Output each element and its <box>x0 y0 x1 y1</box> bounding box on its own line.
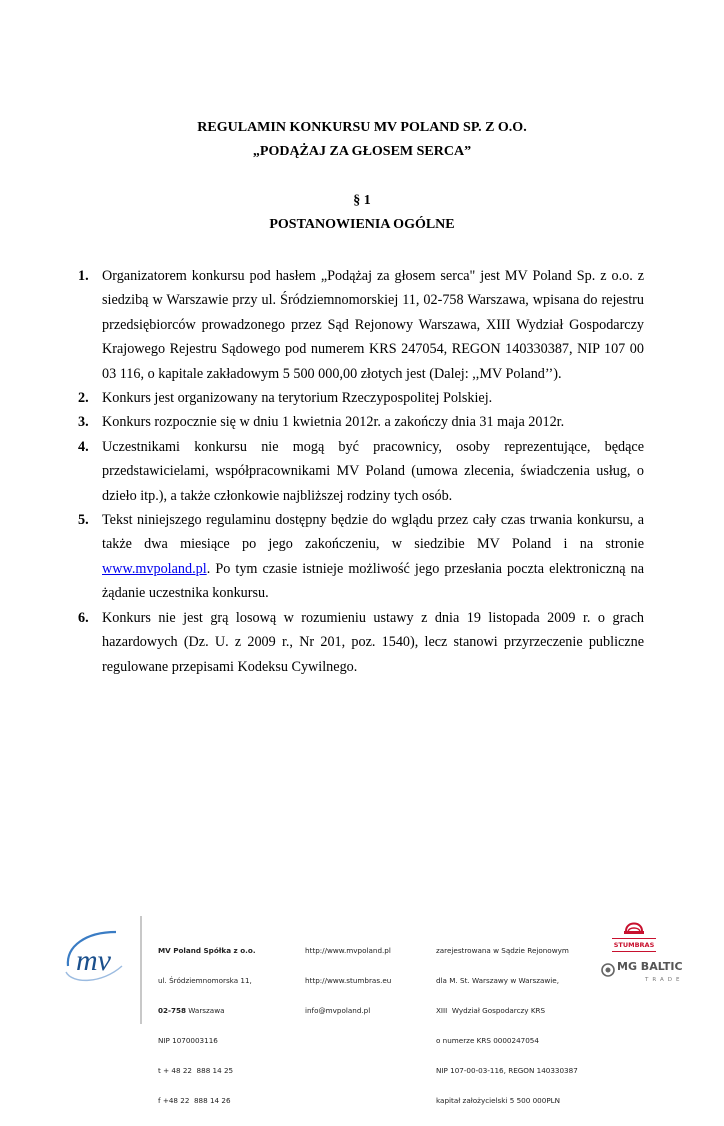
company-street: ul. Śródziemnomorska 11, <box>158 976 252 985</box>
mv-logo-text: mv <box>76 944 111 977</box>
website-stumbras[interactable]: http://www.stumbras.eu <box>305 976 392 985</box>
item-text: Organizatorem konkursu pod hasłem „Podążaj za głosem serca" jest MV Poland Sp. z o.o. z siedzibą w Warszawie przy ul. Śródziemnomorskiej 11, 02-758 Warszawa, wpisana do rejestru przedsiębiorców prowadzonego przez Sąd Rejonowy Warszawa, XIII Wydział Gospodarczy Krajowego Rejestru Sądowego pod numerem KRS 247054, REGON 140330387, NIP 107 00 03 116, o kapitale zakładowym 5 500 000,00 złotych jest (Dalej: ,,MV Poland’’). <box>102 268 644 382</box>
item-text: Konkurs rozpocznie się w dniu 1 kwietnia 2012r. a zakończy dnia 31 maja 2012r. <box>102 414 565 431</box>
registration-line: kapitał założycielski 5 500 000PLN <box>436 1096 561 1105</box>
item-text-before: Tekst niniejszego regulaminu dostępny będzie do wglądu przez cały czas trwania konkursu, a także dwa miesiące po jego zakończeniu, w siedzibie MV Poland i na stronie <box>102 512 644 553</box>
list-item <box>78 264 644 386</box>
item-text: Konkurs jest organizowany na terytorium Rzeczypospolitej Polskiej. <box>102 390 493 407</box>
registration-line: zarejestrowana w Sądzie Rejonowym <box>436 946 569 955</box>
item-text: Konkurs nie jest grą losową w rozumieniu ustawy z dnia 19 listopada 2009 r. o grach hazardowych (Dz. U. z 2009 r., Nr 201, poz. 1540), lecz stanowi przyrzeczenie publiczne regulowane przepisami Kodeksu Cywilnego. <box>102 609 644 675</box>
stumbras-logo-text: STUMBRAS <box>613 941 655 949</box>
item-number: 2. <box>78 390 89 407</box>
contest-name: „PODĄŻAJ ZA GŁOSEM SERCA” <box>252 144 472 159</box>
company-fax: f +48 22 888 14 26 <box>158 1096 231 1105</box>
section-mark: § 1 <box>353 193 371 208</box>
list-item <box>78 606 644 679</box>
footer-contacts <box>305 926 391 1036</box>
registration-line: NIP 107-00-03-116, REGON 140330387 <box>436 1066 578 1075</box>
contact-email[interactable]: info@mvpoland.pl <box>305 1006 371 1015</box>
section-title: POSTANOWIENIA OGÓLNE <box>269 217 455 232</box>
item-number: 4. <box>78 438 89 455</box>
item-number: 5. <box>78 512 89 529</box>
letterhead-footer <box>0 912 724 1105</box>
mg-baltic-logo-subtext: TRADE <box>645 977 684 983</box>
list-item <box>78 435 644 508</box>
item-text: Uczestnikami konkursu nie mogą być pracownicy, osoby reprezentujące, będące przedstawicielami, współpracownikami MV Poland (umowa zlecenia, świadczenia usług, o dzieło itp.), a także członkowie najbliższej rodziny tych osób. <box>102 438 644 504</box>
registration-line: XIII Wydział Gospodarczy KRS <box>436 1006 546 1015</box>
document-title: REGULAMIN KONKURSU MV POLAND SP. Z O.O. <box>197 120 527 135</box>
company-name: MV Poland Spółka z o.o. <box>158 946 256 955</box>
footer-divider <box>140 916 142 1024</box>
company-nip: NIP 1070003116 <box>158 1036 218 1045</box>
website-link[interactable]: www.mvpoland.pl <box>102 560 207 577</box>
website-mvpoland[interactable]: http://www.mvpoland.pl <box>305 946 391 955</box>
item-text-after: . Po tym czasie istnieje możliwość jego przesłania poczta elektroniczną na żądanie uczestnika konkursu. <box>102 560 644 602</box>
list-item <box>78 386 644 410</box>
item-number: 1. <box>78 268 89 284</box>
city: Warszawa <box>186 1006 225 1015</box>
item-number: 6. <box>78 609 89 626</box>
postal-code: 02-758 <box>158 1006 186 1015</box>
footer-address <box>158 926 256 1126</box>
mv-logo <box>62 926 126 986</box>
list-item <box>78 410 644 434</box>
item-number: 3. <box>78 414 89 431</box>
company-postal <box>158 1006 256 1016</box>
regulations-list <box>78 264 644 679</box>
registration-line: o numerze KRS 0000247054 <box>436 1036 539 1045</box>
list-item <box>78 508 644 606</box>
footer-registration <box>436 926 578 1126</box>
registration-line: dla M. St. Warszawy w Warszawie, <box>436 976 559 985</box>
item-text <box>102 508 644 606</box>
mg-baltic-logo-text: MG BALTIC <box>617 960 683 973</box>
company-phone: t + 48 22 888 14 25 <box>158 1066 234 1075</box>
